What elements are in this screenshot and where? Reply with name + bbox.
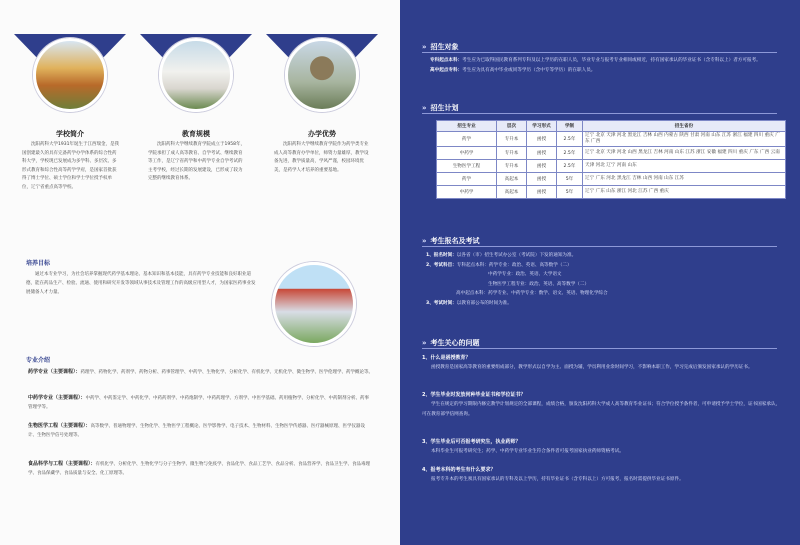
goal-title: 培养目标: [26, 260, 51, 267]
divider: [422, 348, 777, 349]
scale-text: 沈阳药科大学继续教育学院成立于1958年，学院承担了成人高等教育、自学考试、继续教育等工作，是辽宁省药学和中药学专业自学考试的主考学校，经过长期的发展建设，已形成了较为完整的继续教育体系。: [148, 142, 245, 182]
faq-item: 2、学生毕业时发放何种毕业证书和学位证书？ 学生在规定的学习期限内修完教学计划规定的全部课程，成绩合格，颁发沈阳药科大学成人高等教育毕业证书；符合学位授予条件者，可申请授予学士学位，证书国家承认，可在教育部学信网查询。: [422, 392, 781, 417]
advantage-text: 沈阳药科大学继续教育学院作为药学类专业成人高等教育办学单位，师资力量雄厚，教学设备先进，教学质量高，学风严谨，校园环境优美，是药学人才培养的重要基地。: [274, 142, 369, 173]
scale-title: 教育规模: [182, 130, 210, 138]
intro-title: 学校简介: [56, 130, 84, 138]
admission-target-text: 专科起点本科：考生应为已取得国民教育系列专科及以上学历的在职人员，毕业专业与报考专业相同或相近，持有国家承认的毕业证书（含专科以上）者方可报考。 高中起点专科：考生应为具有高中毕业或同等学历（含中专等学历）的在职人员。: [430, 58, 761, 73]
advantage-title: 办学优势: [308, 130, 336, 138]
table-row: 药学 高起本 函授 5年 辽宁 广东 河北 黑龙江 吉林 山西 河南 山东 江苏: [437, 173, 786, 186]
header-form: 学习形式: [527, 121, 557, 132]
registration-exam-text: 1、报名时间：以各省（市）招生考试办公室（考试院）下发的通知为准。 2、考试科目：专科起点本科：药学专业：政治、英语、高等数学（二） 中药学专业：政治、英语、大学语文 生物医学工程专业：政治、英语、高等数学（二） 高中起点本科：药学专业、中药学专业：数学、语文、英语、物理化学综合 3、考试时间：以教育部公布的时间为准。: [426, 253, 608, 306]
enrollment-plan-heading: » 招生计划: [422, 104, 459, 112]
table-header-row: [437, 121, 786, 132]
divider: [422, 113, 777, 114]
table-row: 中药学 专升本 函授 2.5年 辽宁 北京 天津 河北 山西 黑龙江 吉林 河南 山东 江苏 浙江 安徽 福建 四川 重庆 广东 广西 云南: [437, 147, 786, 160]
faq-item: 3、学生毕业后可否报考研究生，执业药师？ 本科毕业生可报考研究生；药学、中药学专业毕业生符合条件者可报考国家执业药师资格考试。: [422, 439, 624, 455]
major-food: 食品科学与工程（主要课程）：有机化学、分析化学、生物化学与分子生物学、微生物与免疫学、食品化学、食品工艺学、食品分析、食品营养学、食品卫生学、食品毒理学、食品保藏学、食品质量与安全、化工原理等。: [28, 461, 371, 476]
divider: [422, 52, 777, 53]
table-row: 生物医学工程 专升本 函授 2.5年 天津 河北 辽宁 河南 山东: [437, 160, 786, 173]
header-level: 层次: [497, 121, 527, 132]
faq-item: 1、什么是函授教育？ 函授教育是国家高等教育的重要组成部分，教学形式以自学为主、面授为辅，学员利用业余时间学习，不影响本职工作，学习完成后颁发国家承认的学历证书。: [422, 355, 753, 371]
enrollment-plan-table: [436, 120, 786, 199]
statue-photo: [285, 38, 359, 112]
goal-text: 通过本专业学习，为社会培养掌握现代药学基本理论、基本知识和基本技能，具有药学专业技能和良好职业道德，能在药品生产、检验、流通、使用和研究开发等领域从事技术及管理工作的高级应用型人才，为国家医药事业发展储备人才力量。: [26, 272, 256, 295]
header-major: 招生专业: [437, 121, 497, 132]
registration-exam-heading: » 考生报名及考试: [422, 237, 480, 245]
major-tcm: 中药学专业（主要课程）：中药学、中药鉴定学、中药化学、中药药剂学、中药炮制学、中药药理学、方剂学、中医学基础、药用植物学、分析化学、中药制剂分析、药事管理学等。: [28, 395, 370, 410]
intro-text: 沈阳药科大学1931年诞生于江西瑞金，是我国创建最久的具有完备药学办学体系的综合性药科大学，学校现已发展成为多学科、多层次、多形式教育和综合性高等药学学府，是国家首批获得了博士学位、硕士学位和学士学位授予权单位，辽宁省重点高等学校。: [22, 142, 119, 190]
table-row: 药学 专升本 函授 2.5年 辽宁 北京 天津 河北 黑龙江 吉林 山西 内蒙古 陕西 甘肃 河南 山东 江苏 浙江 福建 四川 重庆 广东 广西: [437, 132, 786, 147]
major-pharmacy: 药学专业（主要课程）：药理学、药物化学、药剂学、药物分析、药事管理学、中药学、生物化学、分析化学、有机化学、无机化学、微生物学、医学伦理学、药学概论等。: [28, 369, 374, 375]
faq-heading: » 考生关心的问题: [422, 339, 480, 347]
divider: [422, 246, 777, 247]
admission-target-heading: » 招生对象: [422, 43, 459, 51]
majors-title: 专业介绍: [26, 357, 51, 364]
major-biomed: 生物医学工程（主要课程）：高等数学、普通物理学、生物化学、生物医学工程概论、医学影像学、电子技术、生物材料、生物医学传感器、医疗器械原理、医学仪器设计、生物医学信号处理等。: [28, 423, 366, 438]
header-regions: 招生省份: [583, 121, 786, 132]
header-years: 学制: [557, 121, 583, 132]
table-row: 中药学 高起本 函授 5年 辽宁 广东 山东 浙江 河北 江苏 广西 重庆: [437, 186, 786, 199]
campus-overview-photo: [272, 262, 356, 346]
campus-building-photo: [159, 38, 233, 112]
faq-item: 4、报考本科的考生有什么要求？ 报考专升本的考生须具有国家承认的专科及以上学历，持有毕业证书（含专科以上）方可报考，报名时需提供毕业证书原件。: [422, 467, 684, 483]
right-page: [400, 0, 800, 545]
campus-trees-photo: [33, 38, 107, 112]
